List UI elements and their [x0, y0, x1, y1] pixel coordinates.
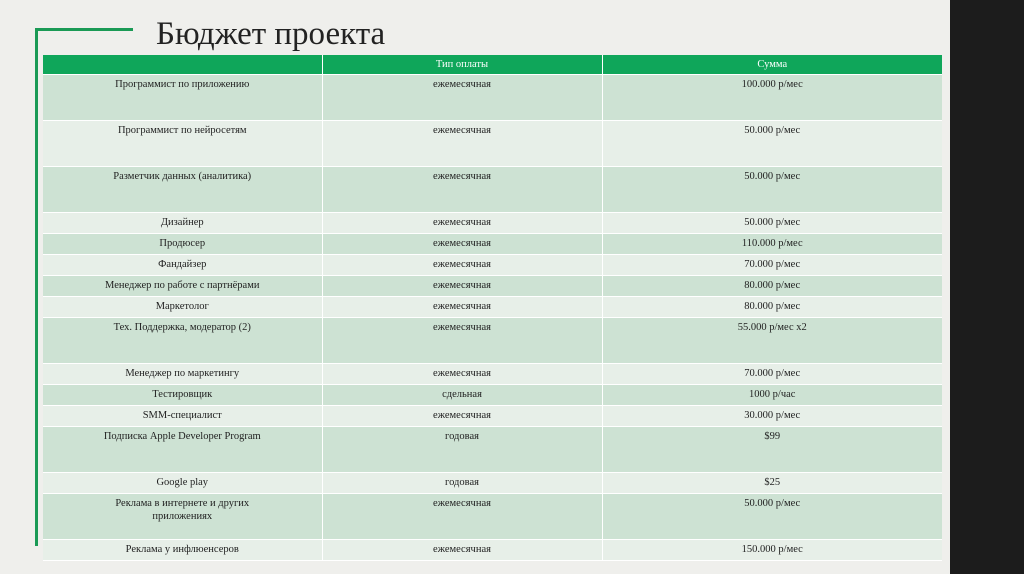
cell-payment-type: ежемесячная: [322, 255, 602, 276]
cell-amount: 55.000 р/мес х2: [602, 318, 942, 364]
cell-payment-type: ежемесячная: [322, 406, 602, 427]
table-header: [43, 55, 942, 75]
table-row: [43, 318, 942, 364]
cell-role: [43, 540, 322, 561]
cell-role: [43, 255, 322, 276]
role-label: Google play: [156, 477, 209, 488]
cell-role: [43, 494, 322, 540]
column-header-payment-type: Тип оплаты: [322, 55, 602, 75]
cell-payment-type: ежемесячная: [322, 540, 602, 561]
cell-payment-type: ежемесячная: [322, 276, 602, 297]
table-row: [43, 540, 942, 561]
role-label: Продюсер: [159, 238, 206, 249]
role-label: Менеджер по работе с партнёрами: [105, 280, 260, 291]
role-label: Тех. Поддержка, модератор (2): [113, 322, 251, 333]
table-row: [43, 167, 942, 213]
cell-payment-type: ежемесячная: [322, 167, 602, 213]
cell-payment-type: ежемесячная: [322, 318, 602, 364]
cell-payment-type: ежемесячная: [322, 364, 602, 385]
cell-role: [43, 234, 322, 255]
role-label: Подписка Apple Developer Program: [103, 431, 261, 442]
cell-payment-type: ежемесячная: [322, 297, 602, 318]
cell-role: [43, 318, 322, 364]
cell-payment-type: годовая: [322, 473, 602, 494]
table-row: [43, 75, 942, 121]
table-row: [43, 473, 942, 494]
role-label: Фандайзер: [158, 259, 207, 270]
cell-role: [43, 276, 322, 297]
table-row: [43, 234, 942, 255]
cell-amount: 70.000 р/мес: [602, 255, 942, 276]
table-row: [43, 276, 942, 297]
cell-amount: 50.000 р/мес: [602, 213, 942, 234]
table-body: [43, 75, 942, 561]
cell-role: [43, 473, 322, 494]
cell-amount: $25: [602, 473, 942, 494]
table-header-row: [43, 55, 942, 75]
page-title: Бюджет проекта: [156, 16, 386, 52]
right-side-band: [950, 0, 1024, 574]
cell-amount: 80.000 р/мес: [602, 276, 942, 297]
cell-amount: 70.000 р/мес: [602, 364, 942, 385]
accent-bracket-left: [35, 28, 38, 546]
cell-role: [43, 121, 322, 167]
role-label: SMM-специалист: [142, 410, 222, 421]
cell-amount: 50.000 р/мес: [602, 167, 942, 213]
cell-role: [43, 167, 322, 213]
role-label: Тестировщик: [152, 389, 213, 400]
table-row: [43, 385, 942, 406]
accent-bracket-top: [35, 28, 133, 31]
cell-amount: 50.000 р/мес: [602, 121, 942, 167]
role-label: Менеджер по маркетингу: [125, 368, 240, 379]
table-row: [43, 427, 942, 473]
cell-role: [43, 406, 322, 427]
cell-amount: 80.000 р/мес: [602, 297, 942, 318]
role-label: Реклама у инфлюенсеров: [125, 544, 239, 555]
cell-role: [43, 75, 322, 121]
table-row: [43, 406, 942, 427]
table-row: [43, 297, 942, 318]
table-row: [43, 121, 942, 167]
cell-payment-type: ежемесячная: [322, 213, 602, 234]
table-row: [43, 213, 942, 234]
role-label: Разметчик данных (аналитика): [113, 171, 252, 182]
cell-amount: 150.000 р/мес: [602, 540, 942, 561]
cell-payment-type: ежемесячная: [322, 234, 602, 255]
cell-amount: 50.000 р/мес: [602, 494, 942, 540]
table-row: [43, 494, 942, 540]
cell-payment-type: сдельная: [322, 385, 602, 406]
table-row: [43, 255, 942, 276]
cell-amount: 1000 р/час: [602, 385, 942, 406]
cell-amount: $99: [602, 427, 942, 473]
cell-role: [43, 385, 322, 406]
cell-payment-type: ежемесячная: [322, 121, 602, 167]
budget-table: [43, 55, 942, 561]
cell-amount: 110.000 р/мес: [602, 234, 942, 255]
cell-payment-type: ежемесячная: [322, 494, 602, 540]
cell-amount: 100.000 р/мес: [602, 75, 942, 121]
cell-payment-type: годовая: [322, 427, 602, 473]
cell-amount: 30.000 р/мес: [602, 406, 942, 427]
column-header-role: [43, 55, 322, 75]
cell-role: [43, 213, 322, 234]
role-label: Программист по нейросетям: [117, 125, 247, 136]
cell-role: [43, 297, 322, 318]
table-row: [43, 364, 942, 385]
cell-role: [43, 427, 322, 473]
cell-payment-type: ежемесячная: [322, 75, 602, 121]
role-label: Дизайнер: [160, 217, 204, 228]
role-label: Программист по приложению: [115, 79, 250, 90]
role-label: Реклама в интернете и других приложениях: [115, 498, 250, 522]
cell-role: [43, 364, 322, 385]
column-header-amount: Сумма: [602, 55, 942, 75]
role-label: Маркетолог: [155, 301, 209, 312]
